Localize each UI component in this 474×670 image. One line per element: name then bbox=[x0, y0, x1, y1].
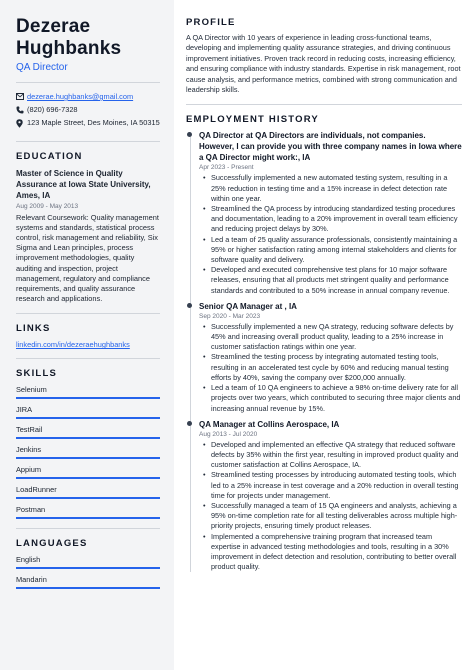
job-dates: Aug 2013 - Jul 2020 bbox=[199, 430, 258, 438]
language-item bbox=[16, 555, 160, 569]
skill-level-bar bbox=[16, 457, 160, 459]
divider bbox=[16, 141, 160, 142]
job-title: QA Director at QA Directors are individuals, not companies. However, I can provide you with three company names in Iowa where a QA Director might work:, IA bbox=[199, 131, 462, 163]
job-dates: Apr 2023 - Present bbox=[199, 164, 254, 172]
divider bbox=[186, 104, 462, 105]
candidate-role: QA Director bbox=[16, 62, 68, 73]
links-heading: LINKS bbox=[16, 323, 51, 335]
education-dates: Aug 2009 - May 2013 bbox=[16, 202, 79, 210]
education-coursework: Relevant Coursework: Quality management systems and standards, statistical process control, risk management and reliability, Six Sigma and Lean principles, process improvement methodologies, quality auditing and inspection, project management, regulatory and compliance requirements, and quality assurance research and applications. bbox=[16, 212, 159, 304]
employment-timeline bbox=[188, 130, 462, 572]
divider bbox=[16, 313, 160, 314]
skill-label: Appium bbox=[16, 465, 42, 475]
languages-heading: LANGUAGES bbox=[16, 538, 88, 550]
timeline-dot bbox=[187, 303, 192, 308]
job-entry bbox=[199, 130, 462, 295]
divider bbox=[16, 528, 160, 529]
languages-list bbox=[16, 555, 160, 589]
skill-item bbox=[16, 465, 160, 479]
main-content bbox=[174, 0, 474, 670]
job-bullets bbox=[199, 440, 462, 573]
contact-block bbox=[16, 92, 160, 132]
job-title: Senior QA Manager at , IA bbox=[199, 301, 297, 311]
skill-item bbox=[16, 385, 160, 399]
skill-label: TestRail bbox=[16, 425, 43, 435]
location-pin-icon bbox=[16, 119, 27, 132]
skill-label: Postman bbox=[16, 505, 46, 515]
job-bullet: • Led a team of 10 QA engineers to achieve a 98% on-time delivery rate for all projects over two years, which contributed to securing three major clients and increasing annual revenue by 15%. bbox=[211, 383, 462, 414]
job-bullet: • Streamlined the testing process by integrating automated testing tools, resulting in an accelerated test cycle by 60% and reducing manual testing efforts by 40%, saving the company over $200,000 annually. bbox=[211, 352, 462, 383]
profile-summary: A QA Director with 10 years of experience in leading cross-functional teams, developing and implementing quality assurance strategies, and driving continuous improvement initiatives. Proven track record in reducing costs, increasing efficiency, and ensuring compliance with industry standards. Expertise in risk management, root cause analysis, and performance metrics, combined with strong communication and leadership skills. bbox=[186, 33, 461, 95]
divider bbox=[16, 358, 160, 359]
job-entry bbox=[199, 301, 462, 414]
candidate-first-name: Dezerae bbox=[16, 16, 91, 37]
skill-item bbox=[16, 485, 160, 499]
skill-level-bar bbox=[16, 477, 160, 479]
profile-heading: PROFILE bbox=[186, 17, 236, 28]
linkedin-link[interactable]: linkedin.com/in/dezeraehughbanks bbox=[16, 340, 130, 350]
job-bullet: • Streamlined testing processes by introducing automated testing tools, which led to a 25% increase in test coverage and a 20% reduction in overall testing time for projects under management. bbox=[211, 470, 462, 501]
skill-level-bar bbox=[16, 517, 160, 519]
skill-item bbox=[16, 425, 160, 439]
skill-level-bar bbox=[16, 497, 160, 499]
email-icon bbox=[16, 93, 27, 104]
skill-label: Jenkins bbox=[16, 445, 42, 455]
job-bullets bbox=[199, 173, 462, 295]
skill-level-bar bbox=[16, 417, 160, 419]
candidate-last-name: Hughbanks bbox=[16, 38, 122, 59]
job-entry bbox=[199, 419, 462, 573]
skill-level-bar bbox=[16, 437, 160, 439]
job-bullet: • Developed and implemented an effective QA strategy that reduced software defects by 35% within the first year, resulting in improved product quality and customer satisfaction at Collins Aerospace, IA. bbox=[211, 440, 462, 471]
skill-label: JIRA bbox=[16, 405, 33, 415]
employment-heading: EMPLOYMENT HISTORY bbox=[186, 114, 319, 126]
skills-list bbox=[16, 385, 160, 519]
job-bullet: • Streamlined the QA process by introducing standardized testing procedures and documentation, leading to a 20% improvement in overall team efficiency and reducing project delays by 30%. bbox=[211, 204, 462, 235]
job-bullet: • Led a team of 25 quality assurance professionals, consistently maintaining a 95% or higher satisfaction rating among internal stakeholders and clients for software quality and delivery. bbox=[211, 235, 462, 266]
phone-icon bbox=[16, 106, 27, 118]
phone-number: (820) 696-7328 bbox=[27, 104, 78, 114]
job-bullet: • Successfully managed a team of 15 QA engineers and analysts, achieving a 95% on-time completion rate for all testing deliverables across multiple high-priority projects, ensuring timely product releases. bbox=[211, 501, 462, 532]
language-label: English bbox=[16, 555, 41, 565]
skill-item bbox=[16, 405, 160, 419]
skill-item bbox=[16, 445, 160, 459]
address: 123 Maple Street, Des Moines, IA 50315 bbox=[27, 118, 160, 127]
job-bullets bbox=[199, 322, 462, 414]
contact-phone-row bbox=[16, 105, 160, 118]
timeline-dot bbox=[187, 421, 192, 426]
email-link[interactable]: dezerae.hughbanks@gmail.com bbox=[27, 92, 134, 101]
divider bbox=[16, 82, 160, 83]
skill-level-bar bbox=[16, 397, 160, 399]
job-title: QA Manager at Collins Aerospace, IA bbox=[199, 419, 340, 429]
timeline-dot bbox=[187, 132, 192, 137]
job-bullet: • Successfully implemented a new automated testing system, resulting in a 25% reduction in testing time and a 15% increase in defect detection rate within one year. bbox=[211, 173, 462, 204]
contact-address-row bbox=[16, 118, 160, 132]
language-level-bar bbox=[16, 567, 160, 569]
job-bullet: • Successfully implemented a new QA strategy, reducing software defects by 45% and increasing overall product quality, leading to a 25% increase in customer satisfaction ratings within one year. bbox=[211, 322, 462, 353]
skill-label: Selenium bbox=[16, 385, 47, 395]
job-bullet: • Implemented a comprehensive training program that increased team expertise in advanced testing methodologies and tools, resulting in a 30% improvement in defect detection and resolution, contributing to better overall product quality. bbox=[211, 532, 462, 573]
language-level-bar bbox=[16, 587, 160, 589]
degree-title: Master of Science in Quality Assurance at Iowa State University, Ames, IA bbox=[16, 168, 151, 200]
contact-email-row bbox=[16, 92, 160, 104]
language-label: Mandarin bbox=[16, 575, 47, 585]
job-dates: Sep 2020 - Mar 2023 bbox=[199, 312, 261, 320]
skills-heading: SKILLS bbox=[16, 368, 57, 380]
education-heading: EDUCATION bbox=[16, 150, 83, 162]
job-bullet: • Developed and executed comprehensive test plans for 10 major software releases, ensuring that all products met stringent quality and performance standards and contributed to a 50% increase in annual company revenue. bbox=[211, 265, 462, 296]
language-item bbox=[16, 575, 160, 589]
sidebar bbox=[0, 0, 174, 670]
skill-label: LoadRunner bbox=[16, 485, 57, 495]
skill-item bbox=[16, 505, 160, 519]
